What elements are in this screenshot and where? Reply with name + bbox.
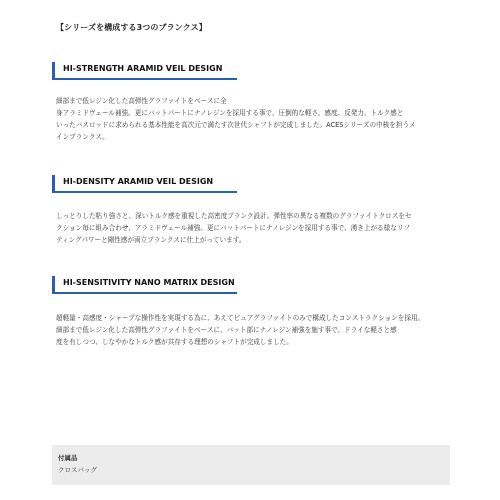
accessory-label: 付属品 (58, 454, 78, 462)
body-line: 超軽量・高感度・シャープな操作性を実現する為に、あえてピュアグラファイトのみで構成したコンストラクションを採用。 (56, 314, 425, 322)
accessory-value: クロスバッグ (58, 466, 97, 474)
body-line: いったバスロッドに求められる基本性能を高次元で満たす次世代シャフトが完成しました。ACESシリーズの中核を担うメ (56, 121, 416, 129)
body-line: インブランクス。 (56, 133, 109, 141)
accessory-box (52, 445, 450, 485)
body-line: ティングパワーと剛性感が両立ブランクスに仕上がっています。 (56, 236, 246, 244)
body-line: 細部まで低レジン化した高弾性グラファイトをベースに全 (56, 97, 227, 105)
section-heading-hi-density (52, 175, 237, 193)
section-body-hi-strength (56, 95, 456, 143)
page-title: 【シリーズを構成する3つのブランクス】 (56, 23, 207, 32)
section-body-hi-density (56, 210, 456, 246)
section-heading-hi-strength (52, 62, 237, 80)
section-heading-hi-sensitivity (52, 276, 237, 294)
body-line: クション毎に組み合わせ、アラミドヴェール補強。更にバットパートにナノレジンを採用する事で、湧き上がる様なリフ (56, 224, 411, 232)
section-heading-label: HI-STRENGTH ARAMID VEIL DESIGN (63, 64, 223, 73)
section-heading-label: HI-SENSITIVITY NANO MATRIX DESIGN (63, 278, 235, 287)
section-body-hi-sensitivity (56, 312, 456, 348)
section-heading-label: HI-DENSITY ARAMID VEIL DESIGN (63, 177, 214, 186)
body-line: 細部まで低レジン化した高弾性グラファイトをベースに、バット部にナノレジン補強を施す事で、ドライな軽さと感 (56, 326, 397, 334)
body-line: 身アラミドヴェール補強。更にバットパートにナノレジンを採用する事で、圧倒的な軽さ、感度、反発力、トルク感と (56, 109, 404, 117)
body-line: しっとりした粘り強さと、深いトルク感を重視した高密度ブランク設計。弾性率の異なる複数のグラファイトクロスをセ (56, 212, 412, 220)
body-line: 度を有しつつ、しなやかなトルク感が共存する理想のシャフトが完成しました。 (56, 338, 293, 346)
